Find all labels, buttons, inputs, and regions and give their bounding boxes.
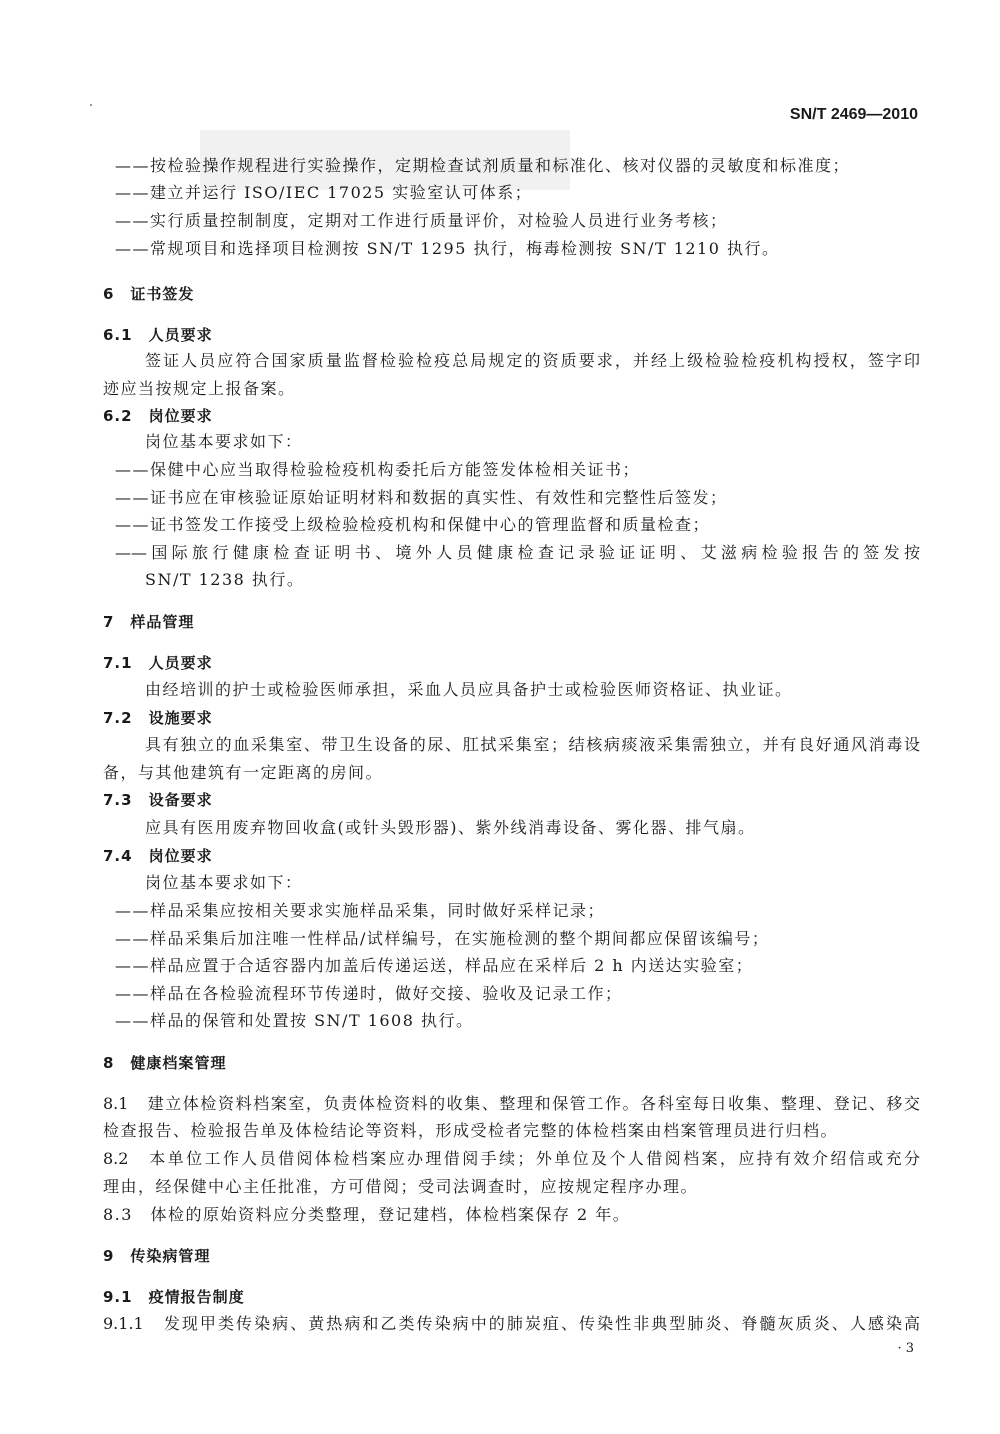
paragraph-line: 应具有医用废弃物回收盒(或针头毁形器)、紫外线消毒设备、雾化器、排气扇。 [145,818,756,837]
paragraph-line: 具有独立的血采集室、带卫生设备的尿、肛拭采集室；结核病痰液采集需独立，并有良好通风消毒设 [145,735,920,754]
subsection-heading: 6.2 岗位要求 [103,407,213,425]
paragraph-line: 由经培训的护士或检验医师承担，采血人员应具备护士或检验医师资格证、执业证。 [145,680,793,699]
paragraph-line: 8.2 本单位工作人员借阅体检档案应办理借阅手续；外单位及个人借阅档案，应持有效介绍信或充分 [103,1149,920,1168]
paragraph-line: 检查报告、检验报告单及体检结论等资料，形成受检者完整的体检档案由档案管理员进行归档。 [103,1121,839,1140]
paragraph-line: 迹应当按规定上报备案。 [103,379,296,398]
bullet-item: ——常规项目和选择项目检测按 SN/T 1295 执行，梅毒检测按 SN/T 1210 执行。 [115,239,780,258]
bullet-item: ——国际旅行健康检查证明书、境外人员健康检查记录验证证明、艾滋病检验报告的签发按 [115,543,920,562]
subsection-heading: 9.1 疫情报告制度 [103,1288,245,1306]
section-heading: 7 样品管理 [103,613,195,631]
paragraph-line: 备，与其他建筑有一定距离的房间。 [103,763,384,782]
page-number: · 3 [897,1341,914,1356]
paragraph-line: 8.3 体检的原始资料应分类整理，登记建档，体检档案保存 2 年。 [103,1205,631,1224]
bullet-item: ——建立并运行 ISO/IEC 17025 实验室认可体系； [115,183,533,202]
bullet-item-continuation: SN/T 1238 执行。 [145,570,305,589]
bullet-item: ——样品在各检验流程环节传递时，做好交接、验收及记录工作； [115,984,623,1003]
paragraph-line: 理由，经保健中心主任批准，方可借阅；受司法调查时，应按规定程序办理。 [103,1177,699,1196]
subsection-heading: 7.2 设施要求 [103,709,213,727]
subsection-heading: 7.1 人员要求 [103,654,213,672]
bullet-item: ——证书应在审核验证原始证明材料和数据的真实性、有效性和完整性后签发； [115,488,728,507]
paragraph-line: 岗位基本要求如下： [145,873,303,892]
paragraph-line: 签证人员应符合国家质量监督检验检疫总局规定的资质要求，并经上级检验检疫机构授权，签字印 [145,351,920,370]
subsection-heading: 6.1 人员要求 [103,326,213,344]
paragraph-line: 岗位基本要求如下： [145,432,303,451]
paragraph-line: 8.1 建立体检资料档案室，负责体检资料的收集、整理和保管工作。各科室每日收集、整理、登记、移交 [103,1094,920,1113]
bullet-item: ——实行质量控制制度，定期对工作进行质量评价，对检验人员进行业务考核； [115,211,728,230]
section-heading: 6 证书签发 [103,285,195,303]
bullet-item: ——保健中心应当取得检验检疫机构委托后方能签发体检相关证书； [115,460,641,479]
bullet-item: ——证书签发工作接受上级检验检疫机构和保健中心的管理监督和质量检查； [115,515,711,534]
subsection-heading: 7.4 岗位要求 [103,847,213,865]
standard-number: SN/T 2469—2010 [789,106,918,123]
scan-speck [90,104,92,106]
bullet-item: ——样品应置于合适容器内加盖后传递运送，样品应在采样后 2 h 内送达实验室； [115,956,754,975]
paragraph-line: 9.1.1 发现甲类传染病、黄热病和乙类传染病中的肺炭疽、传染性非典型肺炎、脊髓灰质炎、人感染高 [103,1314,920,1333]
bullet-item: ——样品采集应按相关要求实施样品采集，同时做好采样记录； [115,901,606,920]
section-heading: 9 传染病管理 [103,1247,211,1265]
bullet-item: ——样品的保管和处置按 SN/T 1608 执行。 [115,1011,474,1030]
section-heading: 8 健康档案管理 [103,1054,227,1072]
bullet-item: ——按检验操作规程进行实验操作，定期检查试剂质量和标准化、核对仪器的灵敏度和标准度； [115,156,851,175]
subsection-heading: 7.3 设备要求 [103,791,213,809]
bullet-item: ——样品采集后加注唯一性样品/试样编号，在实施检测的整个期间都应保留该编号； [115,929,770,948]
